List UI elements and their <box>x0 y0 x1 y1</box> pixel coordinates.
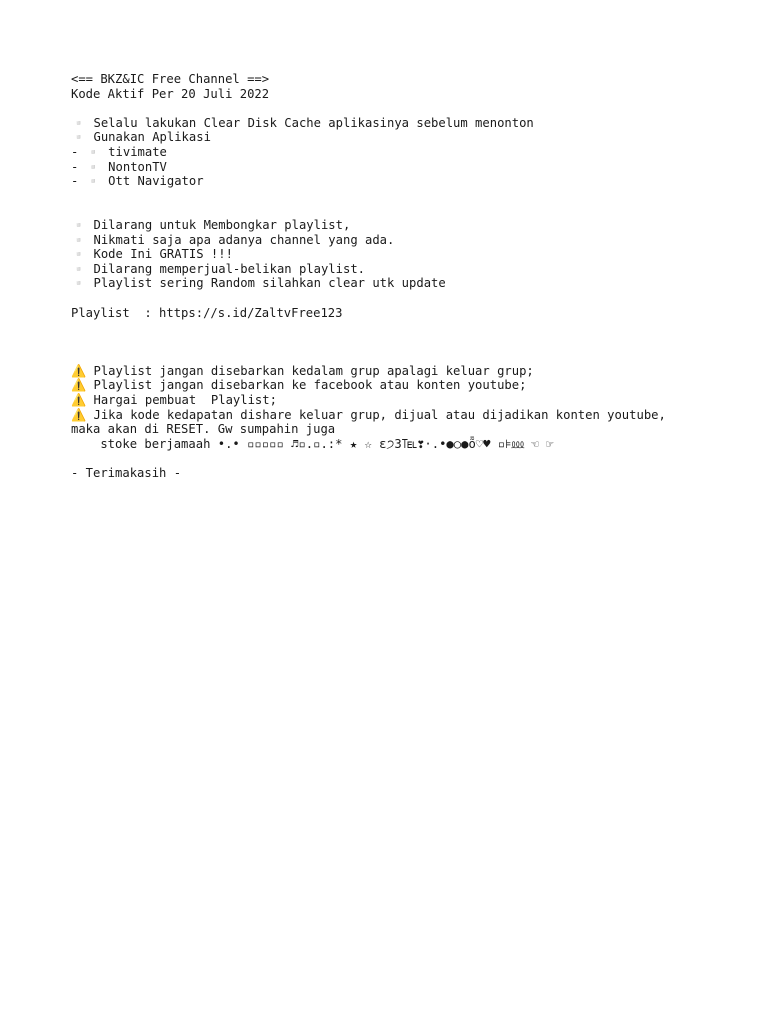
warnings-list <box>71 364 751 452</box>
document-body <box>71 72 751 481</box>
spacer <box>71 335 751 350</box>
instruction-item: - ▫️ Ott Navigator <box>71 174 204 189</box>
rules-list <box>71 218 751 291</box>
warning-item: ⚠️ Jika kode kedapatan dishare keluar grup, dijual atau dijadikan konten youtube, <box>71 407 666 422</box>
rule-item: ▫️ Dilarang untuk Membongkar playlist, <box>71 217 351 232</box>
instruction-item: ▫️ Selalu lakukan Clear Disk Cache aplikasinya sebelum menonton <box>71 115 534 130</box>
instruction-item: ▫️ Gunakan Aplikasi <box>71 130 211 145</box>
spacer <box>71 291 751 306</box>
warning-item: ⚠️ Hargai pembuat Playlist; <box>71 393 277 408</box>
spacer <box>71 203 751 218</box>
playlist-url-line: Playlist : https://s.id/ZaltvFree123 <box>71 305 343 320</box>
warning-item: ⚠️ Playlist jangan disebarkan kedalam grup apalagi keluar grup; <box>71 363 534 378</box>
instruction-item: - ▫️ NontonTV <box>71 159 167 174</box>
channel-header: <== BKZ&IC Free Channel ==> <box>71 72 270 86</box>
spacer <box>71 320 751 335</box>
warning-continuation: stoke berjamaah •.• ▫▫▫▫▫ ♬▫.▫.:* ★ ☆ ε੭3℡❣·.•●○●ȭ♡♥ ▫⊧⅏ ☜ ☞ <box>71 436 554 451</box>
rule-item: ▫️ Dilarang memperjual-belikan playlist. <box>71 261 365 276</box>
spacer <box>71 451 751 466</box>
warning-continuation: maka akan di RESET. Gw sumpahin juga <box>71 422 336 437</box>
spacer <box>71 349 751 364</box>
active-code-date: Kode Aktif Per 20 Juli 2022 <box>71 86 270 101</box>
warning-item: ⚠️ Playlist jangan disebarkan ke facebook atau konten youtube; <box>71 378 527 393</box>
spacer <box>71 189 751 204</box>
instructions-list <box>71 116 751 189</box>
rule-item: ▫️ Kode Ini GRATIS !!! <box>71 247 233 262</box>
rule-item: ▫️ Playlist sering Random silahkan clear utk update <box>71 276 446 291</box>
instruction-item: - ▫️ tivimate <box>71 144 167 159</box>
spacer <box>71 101 751 116</box>
rule-item: ▫️ Nikmati saja apa adanya channel yang ada. <box>71 232 395 247</box>
closing-text: - Terimakasih - <box>71 466 182 481</box>
